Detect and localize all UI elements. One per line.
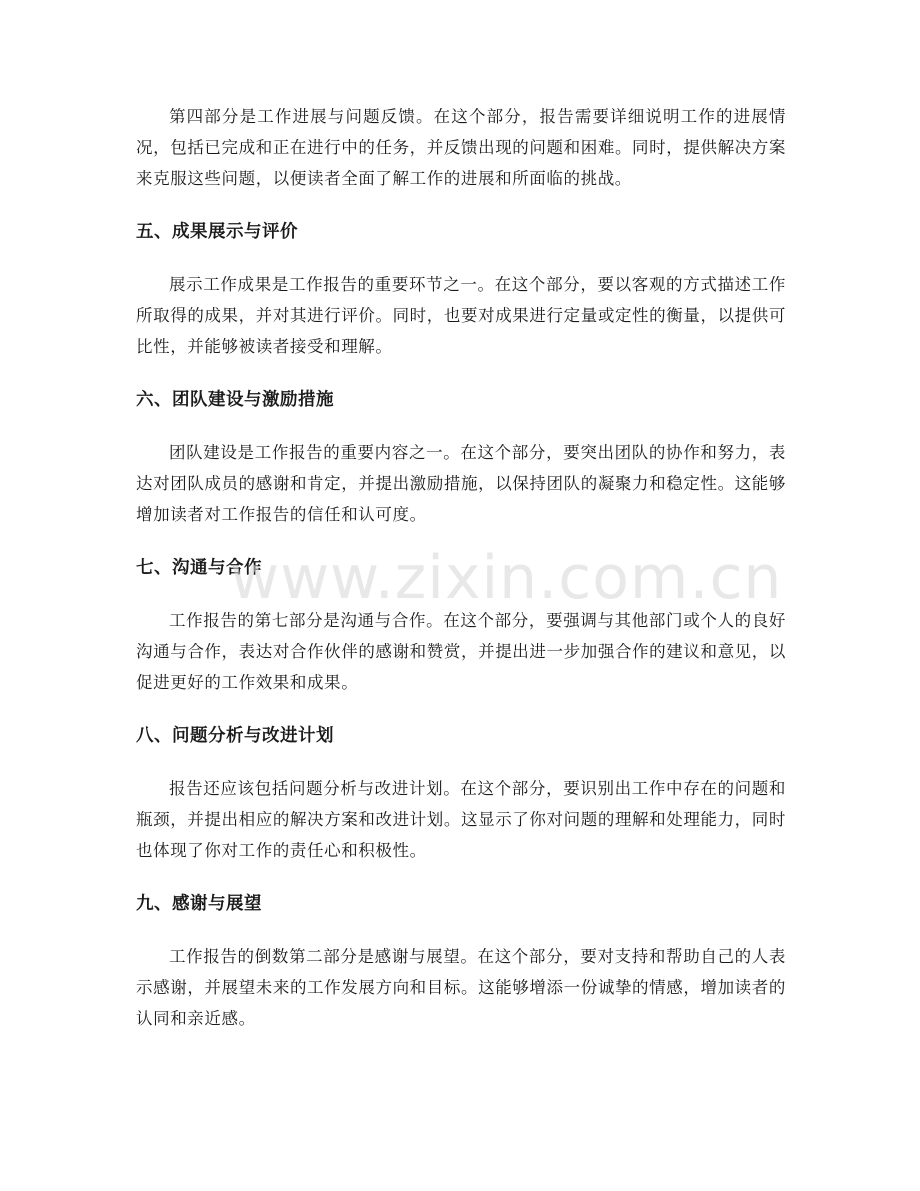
section-heading-8: 八、问题分析与改进计划	[136, 726, 334, 746]
section-heading-9: 九、感谢与展望	[136, 894, 262, 914]
section-paragraph-8: 报告还应该包括问题分析与改进计划。在这个部分，要识别出工作中存在的问题和瓶颈，并提出相应的解决方案和改进计划。这显示了你对问题的理解和处理能力，同时也体现了你对工作的责任心和积极性。	[136, 779, 786, 860]
section-paragraph-7: 工作报告的第七部分是沟通与合作。在这个部分，要强调与其他部门或个人的良好沟通与合作，表达对合作伙伴的感谢和赞赏，并提出进一步加强合作的建议和意见，以促进更好的工作效果和成果。	[136, 611, 786, 692]
section-paragraph-9: 工作报告的倒数第二部分是感谢与展望。在这个部分，要对支持和帮助自己的人表示感谢，并展望未来的工作发展方向和目标。这能够增添一份诚挚的情感，增加读者的认同和亲近感。	[136, 947, 786, 1028]
section-heading-7: 七、沟通与合作	[136, 558, 262, 578]
section-heading-5: 五、成果展示与评价	[136, 222, 298, 242]
section-paragraph-5: 展示工作成果是工作报告的重要环节之一。在这个部分，要以客观的方式描述工作所取得的成果，并对其进行评价。同时，也要对成果进行定量或定性的衡量，以提供可比性，并能够被读者接受和理解。	[136, 275, 786, 356]
intro-paragraph: 第四部分是工作进展与问题反馈。在这个部分，报告需要详细说明工作的进展情况，包括已完成和正在进行中的任务，并反馈出现的问题和困难。同时，提供解决方案来克服这些问题，以便读者全面了解工作的进展和所面临的挑战。	[136, 107, 786, 188]
watermark-text: www.zixin.com.cn	[230, 543, 783, 613]
section-paragraph-6: 团队建设是工作报告的重要内容之一。在这个部分，要突出团队的协作和努力，表达对团队成员的感谢和肯定，并提出激励措施，以保持团队的凝聚力和稳定性。这能够增加读者对工作报告的信任和认可度。	[136, 443, 786, 524]
document-body	[136, 101, 786, 1034]
section-heading-6: 六、团队建设与激励措施	[136, 390, 334, 410]
